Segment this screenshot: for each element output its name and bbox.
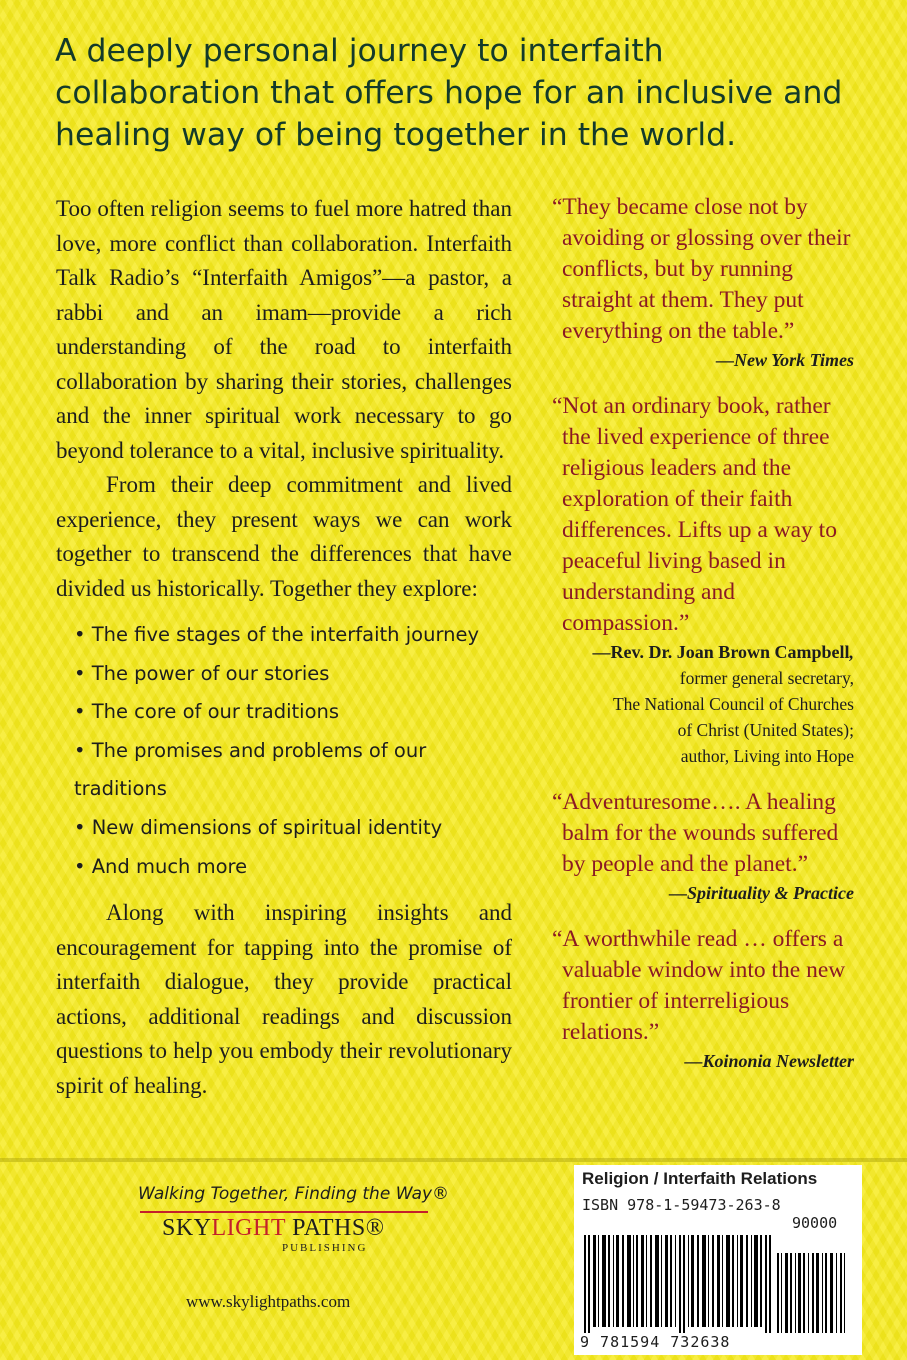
endorsement-source-title: former general secretary, [679,668,854,688]
endorsement-source-title: The National Council of Churches [612,694,854,714]
barcode-panel [574,1165,862,1355]
endorsement [548,924,854,1074]
feature-list [74,616,512,886]
endorsement-source-name: —Rev. Dr. Joan Brown Campbell [592,642,850,662]
feature-item: • The promises and problems of our traditions [74,732,512,809]
description-paragraph-2: From their deep commitment and lived experience, they present ways we can work together to transcend the differences that have divided us historically. Together they explore: [56,472,512,601]
endorsement [548,192,854,373]
endorsement-source-title: author, Living into Hope [680,746,854,766]
endorsement-source-title: of Christ (United States); [677,720,854,740]
endorsement-source: —Koinonia Newsletter [684,1051,854,1071]
logo-part: SKY [162,1215,212,1241]
endorsement-text: “Not an ordinary book, rather the lived experience of three religious leaders and the exploration of their faith differences. Lifts up a way to peaceful living based in understanding and compassion.” [552,393,837,636]
publisher-url[interactable]: www.skylightpaths.com [186,1292,351,1311]
endorsement-text: “Adventuresome…. A healing balm for the wounds suffered by people and the planet.” [552,789,839,877]
description-paragraph-1: Too often religion seems to fuel more hatred than love, more conflict than collaboration. Interfaith Talk Radio’s “Interfaith Amigos”—a pastor, a rabbi and an imam—provide a rich understanding of the road to interfaith collaboration by sharing their stories, challenges and the inner spiritual work necessary to go beyond tolerance to a vital, inclusive spirituality. [56,196,512,463]
publisher-tagline: Walking Together, Finding the Way® [138,1184,450,1204]
barcode-category: Religion / Interfaith Relations [582,1169,818,1188]
feature-item: • New dimensions of spiritual identity [74,809,512,848]
endorsement-source: —Rev. Dr. Joan Brown Campbell, [592,642,854,662]
feature-item: • The core of our traditions [74,693,512,732]
logo-part-highlight: LIGHT [211,1215,286,1241]
barcode-digits: 9 781594 732638 [580,1333,731,1351]
endorsement [548,391,854,769]
price-code: 90000 [792,1214,838,1232]
tagline-rule [140,1211,428,1213]
feature-item: • The five stages of the interfaith journey [74,616,512,655]
publisher-logo [162,1215,384,1242]
isbn-text: ISBN 978-1-59473-263-8 [582,1196,781,1214]
endorsement-source: —Spirituality & Practice [669,883,854,903]
feature-item: • And much more [74,848,512,887]
feature-item: • The power of our stories [74,655,512,694]
endorsement-source: —New York Times [716,350,854,370]
footer-divider [0,1158,907,1162]
headline: A deeply personal journey to interfaith collaboration that offers hope for an inclusive and healing way of being together in the world. [55,33,843,153]
description-paragraph-3: Along with inspiring insights and encouragement for tapping into the promise of interfaith dialogue, they provide practical actions, additional readings and discussion questions to help you embody their revolutionary spirit of healing. [56,900,512,1098]
publisher-logo-subtitle: PUBLISHING [282,1242,368,1254]
logo-part: PATHS® [285,1215,385,1241]
endorsement-text: “They became close not by avoiding or glossing over their conflicts, but by running straight at them. They put everything on the table.” [552,194,851,344]
endorsements-column [548,192,854,1092]
endorsement-text: “A worthwhile read … offers a valuable window into the new frontier of interreligious relations.” [552,926,846,1045]
description-column [56,192,512,1103]
barcode-icon [582,1235,854,1333]
endorsement [548,787,854,906]
